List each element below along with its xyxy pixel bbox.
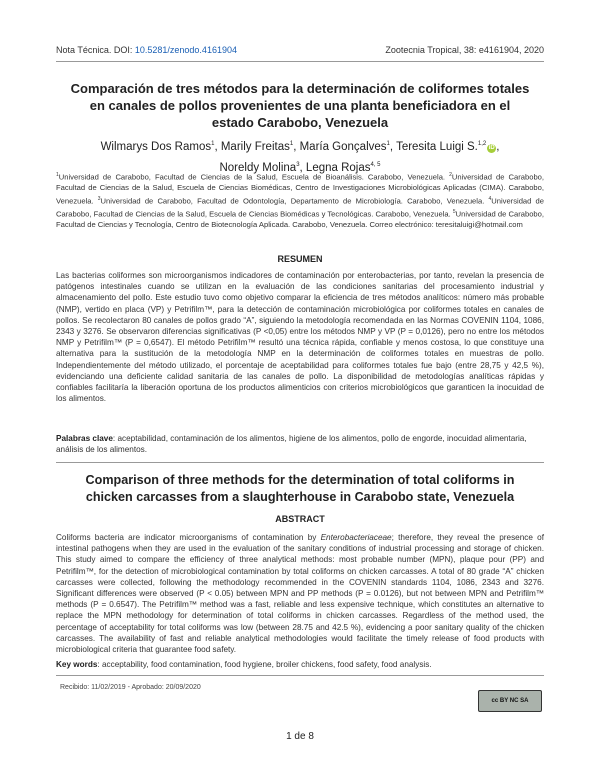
affil-mark: 3 bbox=[97, 195, 101, 202]
author-affil-ref: 1 bbox=[386, 141, 390, 147]
palabras-clave bbox=[56, 433, 544, 455]
resumen-text: Las bacterias coliformes son microorganismos indicadores de contaminación por enterobacterias, por tanto, revelan la presencia de patógenos intestinales cuando se utilizan en la evaluación de las condiciones sanitarias del procesamiento industrial y almacenamiento del pollo. Este estudio tuvo como objetivo comparar la eficiencia de tres métodos analíticos: número más probable (NMP), vertido en placa (VP) y Petrifilm™, para la detección de contaminación microbiológica por coliformes totales en canales de pollos. Se recolectaron 80 canales de pollos grado “A”, siguiendo la metodología recomendada en las Normas COVENIN 1104, 1086, 2343 y 3276. Se observaron diferencias significativas (P <0,05) entre los métodos NMP y VP (P = 0,0126), pero no entre los métodos NMP y Petrifilm™ (P = 0,6547). El método Petrifilm™ resultó una técnica rápida, confiable y menos costosa, lo que constituye una alternativa para la sustitución de la metodología NMP en la determinación de coliformes totales en muestras de pollo. Independientemente del método utilizado, el porcentaje de aceptabilidad para coliformes totales fue bajo (entre 28,75 y 42,5 %), evidenciando una deficiente calidad sanitaria de las canales de pollo. La disponibilidad de metodologías analíticas rápidas y confiables facilitaría la liberación oportuna de los productos alimenticios con criterios microbiológicos que garanticen la inocuidad de los alimentos. bbox=[56, 271, 544, 404]
author-name: Teresita Luigi S. bbox=[396, 140, 478, 153]
author-name: Wilmarys Dos Ramos bbox=[100, 140, 212, 153]
palabras-clave-text: : aceptabilidad, contaminación de los alimentos, higiene de los alimentos, pollo de engorde, inocuidad alimentaria, análisis de los alimentos. bbox=[56, 434, 527, 455]
author-name: María Gonçalves bbox=[299, 140, 387, 153]
key-words-text: : acceptability, food contamination, food hygiene, broiler chickens, food safety, food analysis. bbox=[97, 660, 432, 669]
author-affil-ref: 1 bbox=[289, 141, 294, 147]
running-header bbox=[56, 45, 544, 59]
header-note-label: Nota Técnica. DOI: bbox=[56, 45, 135, 55]
author-list: Wilmarys Dos Ramos$^1$, Marily Freitas$^1$, María Gonçalves$^1$, Teresita Luigi S.$^{1,2}$iD , Noreldy Molina$^3$, Legna Rojas$^{4, 5}$ bbox=[100, 140, 500, 174]
section-divider bbox=[56, 462, 544, 463]
author-affil-ref: 1,2 bbox=[477, 141, 487, 147]
key-words bbox=[56, 659, 544, 670]
palabras-clave-label: Palabras clave bbox=[56, 434, 113, 443]
abstract-text bbox=[56, 532, 544, 655]
abstract-text-part: Coliforms bacteria are indicator microorganisms of contamination by bbox=[56, 533, 321, 542]
header-note bbox=[56, 45, 237, 55]
author-name: Marily Freitas bbox=[220, 140, 290, 153]
page-number: 1 de 8 bbox=[286, 731, 314, 742]
affil-text: Universidad de Carabobo, Facultad de Ciencias de la Salud, Escuela de Bioanálisis. Carabobo, Venezuela. bbox=[58, 172, 450, 182]
received-approved-dates: Recibido: 11/02/2019 - Aprobado: 20/09/2020 bbox=[60, 684, 201, 691]
orcid-icon[interactable]: iD bbox=[488, 144, 495, 151]
abstract-heading: ABSTRACT bbox=[275, 514, 325, 524]
affil-mark: 4 bbox=[488, 195, 492, 202]
author-affil-ref: 3 bbox=[296, 161, 300, 168]
abstract-text-part: ; therefore, they reveal the presence of intestinal pathogens when they are used in the evaluation of the sanitary conditions of industrial processing and storage of chicken. This study aimed to compare the efficiency of three analytical methods: most probable number (MPN), plaque pour (PP) and Petrifilm™, for the detection of microbiological contamination by total coliforms on chicken carcasses. A total of 80 grade “A” chicken carcasses were collected, following the methodology recommended in the COVENIN standards 1104, 1086, 2343 and 3276. Significant differences were observed (P < 0.05) between MPN and PP methods (P = 0.0126), but not between MPN and Petrifilm™ methods (P = 0.6547). The Petrifilm™ method was a fast, reliable and less expensive technique, which constitutes an alternative to replace the MPN methodology for determination of total coliforms in chicken carcasses. Regardless of the method used, the percentage of acceptability for total coliforms was low (between 28.75 and 42.5 %), evidencing a poor sanitary quality of the chicken carcasses. The availability of fast and reliable analytical methodologies would facilitate the timely release of food products with microbiological criteria that guarantee food safety. bbox=[56, 533, 544, 655]
header-divider bbox=[56, 61, 544, 62]
affil-text: Universidad de Carabobo, Facultad de Ciencias y Tecnología, Centro de Biotecnología Aplicada. Carabobo, Venezuela. Correo electrónico: teresitaluigi@hotmail.com bbox=[56, 209, 544, 229]
resumen-heading: RESUMEN bbox=[277, 254, 323, 264]
author-affil-ref: 1 bbox=[211, 141, 215, 147]
author-affil-ref: 4, 5 bbox=[370, 161, 381, 168]
author-name: Noreldy Molina bbox=[219, 161, 297, 174]
title-spanish: Comparación de tres métodos para la determinación de coliformes totales en canales de pollos provenientes de una planta beneficiadora en el estado Carabobo, Venezuela bbox=[70, 81, 530, 130]
affil-mark: 2 bbox=[449, 172, 452, 178]
footer-divider bbox=[56, 675, 544, 676]
affiliations bbox=[56, 170, 544, 231]
doi-link[interactable]: 10.5281/zenodo.4161904 bbox=[134, 45, 237, 55]
affil-text: Universidad de Carabobo, Facultad de Odontología, Departamento de Microbiología. Carabobo, Venezuela. bbox=[100, 196, 489, 206]
cc-license-badge[interactable]: cc BY NC SA bbox=[478, 690, 542, 712]
abstract-taxon: Enterobacteriaceae bbox=[320, 533, 392, 542]
affil-mark: 5 bbox=[452, 208, 456, 215]
key-words-label: Key words bbox=[56, 660, 98, 669]
affil-mark: 1 bbox=[56, 172, 59, 178]
affil-text: Universidad de Carabobo, Facultad de Ciencias de la Salud, Escuela de Ciencias Biomédicas, Centro de Investigaciones Microbiológicas Aplicadas (CIMA). Carabobo, Venezuela. bbox=[56, 172, 544, 206]
journal-citation: Zootecnia Tropical, 38: e4161904, 2020 bbox=[385, 45, 544, 55]
title-english: Comparison of three methods for the determination of total coliforms in chicken carcasses from a slaughterhouse in Carabobo state, Venezuela bbox=[85, 473, 515, 504]
affil-text: Universidad de Carabobo, Facultad de Ciencias de la Salud, Escuela de Ciencias Biomédicas y Tecnológicas. Carabobo, Venezuela. bbox=[56, 196, 544, 219]
author-name: Legna Rojas bbox=[305, 161, 371, 174]
